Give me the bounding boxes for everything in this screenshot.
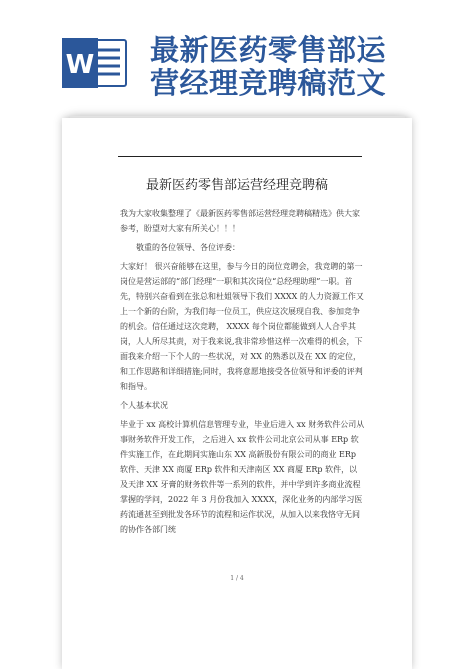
- document-title: 最新医药零售部运营经理竞聘稿: [145, 178, 328, 193]
- intro-paragraph: 我为大家收集整理了《最新医药零售部运营经理竞聘稿精选》供大家参考，盼望对大家有所关心！！！: [120, 209, 360, 233]
- section-heading: 个人基本状况: [120, 401, 168, 410]
- body-paragraph: 大家好！ 很兴奋能够在这里，参与今日的岗位竞聘会，我竞聘的第一岗位是营运部的“部门经理”一职和其次岗位“总经理助理”一职。首先，特别兴奋看到在张总和杜姐领导下我们 XXXX 的人力资源工作又上一个新的台阶，为我们每一位员工，供应这次展现自我、参加竞争的机会。信任通过这次竞聘， XXXX 每个岗位都能做到人人合乎其岗，人人所尽其责，对于我来说,我非常珍惜这样一次难得的机会，下面我来介绍一下个人的一些状况，对 XX 的熟悉以及在 XX 的定位，和工作思路和详细措施;同时，我将意愿地接受各位领导和评委的评判和指导。: [120, 262, 364, 391]
- salutation: 敬重的各位领导、各位评委：: [136, 243, 240, 252]
- page-number: 1 / 4: [230, 575, 244, 582]
- banner-title: 最新医药零售部运 营经理竞聘稿范文: [150, 33, 387, 100]
- header-rule: [118, 156, 362, 157]
- body-paragraph: 毕业于 xx 高校计算机信息管理专业，毕业后进入 xx 财务软件公司从事财务软件开发工作， 之后进入 xx 软件公司北京公司从事 ERp 软件实施工作，在此期间实施山东 XX 高新股份有限公司的商业 ERp 软件、天津 XX 商厦 ERp 软件和天津南区 XX 商厦 ERp 软件，以及天津 XX 牙膏的财务软件等一系列的软件，并中学到许多商业流程掌握的学问，2022 年 3 月份我加入 XXXX，深化业务的内部学习医药流通甚至到批发各环节的流程和运作状况，从加入以来我恪守无间的协作各部门统: [120, 420, 365, 534]
- document-page: [62, 118, 412, 669]
- banner: [0, 0, 474, 112]
- word-icon-letter: W: [65, 50, 95, 80]
- word-document-icon: [62, 38, 128, 88]
- document-body: [120, 206, 365, 541]
